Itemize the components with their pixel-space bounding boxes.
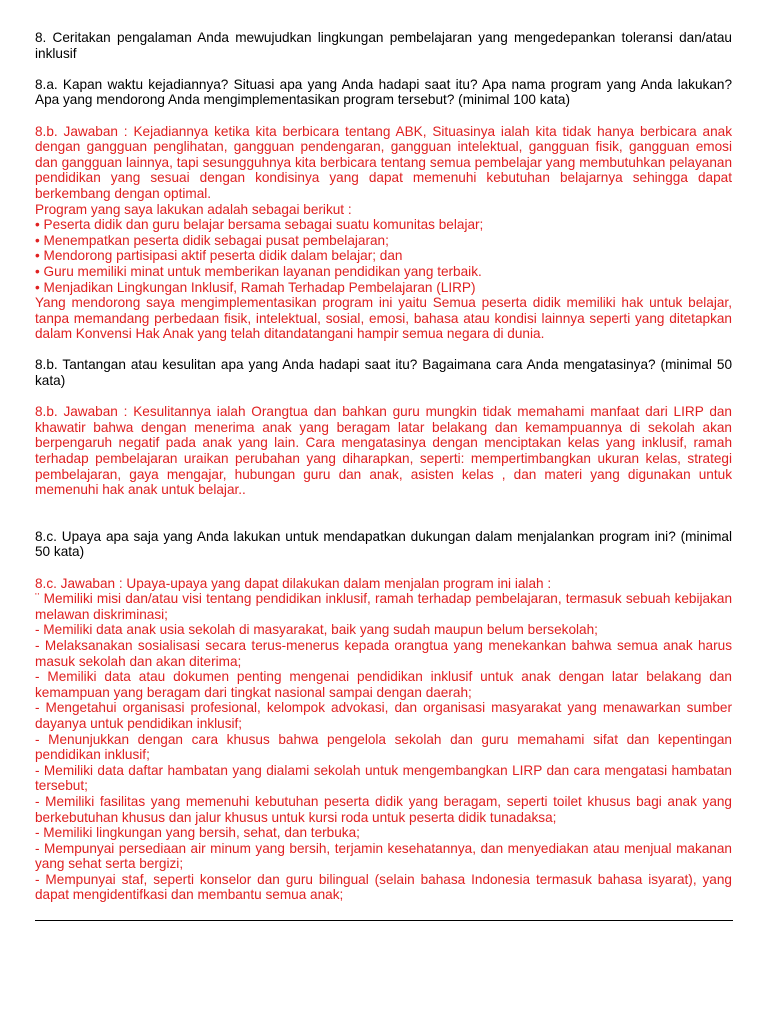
- answer-8b: [35, 404, 732, 498]
- question-8: 8. Ceritakan pengalaman Anda mewujudkan lingkungan pembelajaran yang mengedepankan toleransi dan/atau inklusif: [35, 30, 732, 61]
- list-item: - Mempunyai persediaan air minum yang bersih, terjamin kesehatannya, dan menyediakan atau menjual makanan yang sehat serta bergizi;: [35, 840, 732, 872]
- list-item: • Menjadikan Lingkungan Inklusif, Ramah Terhadap Pembelajaran (LIRP): [35, 279, 476, 295]
- answer-8a: [35, 124, 732, 342]
- answer-8a-motivation: Yang mendorong saya mengimplementasikan program ini yaitu Semua peserta didik memiliki hak untuk belajar, tanpa memandang perbedaan fisik, intelektual, sosial, emosi, bahasa atau kondisi lainnya seperti yang ditetapkan dalam Konvensi Hak Anak yang telah ditandatangani hampir semua negara di dunia.: [35, 295, 732, 342]
- document-page: [35, 30, 732, 903]
- list-item: • Guru memiliki minat untuk memberikan layanan pendidikan yang terbaik.: [35, 263, 482, 279]
- question-8b: 8.b. Tantangan atau kesulitan apa yang Anda hadapi saat itu? Bagaimana cara Anda mengatasinya? (minimal 50 kata): [35, 357, 732, 389]
- list-item: - Memiliki data daftar hambatan yang dialami sekolah untuk mengembangkan LIRP dan cara mengatasi hambatan tersebut;: [35, 762, 732, 794]
- list-item: - Menunjukkan dengan cara khusus bahwa pengelola sekolah dan guru memahami sifat dan kepentingan pendidikan inklusif;: [35, 731, 732, 763]
- answer-8b-text: 8.b. Jawaban : Kesulitannya ialah Orangtua dan bahkan guru mungkin tidak memahami manfaat dari LIRP dan khawatir bahwa dengan menerima anak yang beragam latar belakang dan kemampuannya di sekolah akan berpengaruh negatif pada anak yang lain. Cara mengatasinya dengan menciptakan kelas yang inklusif, ramah terhadap pembelajaran uraikan perubahan yang diharapkan, seperti: mempertimbangkan ukuran kelas, strategi pembelajaran, gaya mengajar, hubungan guru dan anak, asisten kelas , dan materi yang digunakan untuk memenuhi hak anak untuk belajar..: [35, 404, 732, 498]
- question-8c: 8.c. Upaya apa saja yang Anda lakukan untuk mendapatkan dukungan dalam menjalankan program ini? (minimal 50 kata): [35, 528, 732, 560]
- list-item: - Memiliki data atau dokumen penting mengenai pendidikan inklusif untuk anak dengan latar belakang dan kemampuan yang beragam dari tingkat nasional sampai dengan daerah;: [35, 669, 732, 700]
- list-item: • Mendorong partisipasi aktif peserta didik dalam belajar; dan: [35, 248, 403, 264]
- list-item: - Memiliki data anak usia sekolah di masyarakat, baik yang sudah maupun belum bersekolah;: [35, 622, 598, 638]
- answer-8a-intro: 8.b. Jawaban : Kejadiannya ketika kita berbicara tentang ABK, Situasinya ialah kita tidak hanya berbicara anak dengan gangguan penglihatan, gangguan pendengaran, gangguan intelektual, gangguan fisik, gangguan emosi dan gangguan lainnya, tapi sesungguhnya kita berbicara tentang semua pembelajar yang membutuhkan pelayanan pendidikan yang sesuai dengan kondisinya yang dapat memenuhi kebutuhan belajarnya sehingga dapat berkembang dengan optimal.: [35, 123, 732, 201]
- answer-8a-program-lead: Program yang saya lakukan adalah sebagai berikut :: [35, 201, 352, 217]
- list-item: - Mengetahui organisasi profesional, kelompok advokasi, dan organisasi masyarakat yang menawarkan sumber dayanya untuk pendidikan inklusif;: [35, 700, 732, 731]
- list-item: - Melaksanakan sosialisasi secara terus-menerus kepada orangtua yang menekankan bahwa semua anak harus masuk sekolah dan akan diterima;: [35, 637, 732, 669]
- answer-8c-lead: 8.c. Jawaban : Upaya-upaya yang dapat dilakukan dalam menjalan program ini ialah :: [35, 575, 552, 591]
- list-item: - Memiliki lingkungan yang bersih, sehat, dan terbuka;: [35, 825, 360, 841]
- list-item: • Peserta didik dan guru belajar bersama sebagai suatu komunitas belajar;: [35, 217, 484, 233]
- question-8a: 8.a. Kapan waktu kejadiannya? Situasi apa yang Anda hadapi saat itu? Apa nama program yang Anda lakukan? Apa yang mendorong Anda mengimplementasikan program tersebut? (minimal 100 kata): [35, 76, 732, 108]
- list-item: - Memiliki fasilitas yang memenuhi kebutuhan peserta didik yang beragam, seperti toilet khusus bagi anak yang berkebutuhan khusus dan jalur khusus untuk kursi roda untuk peserta didik tunadaksa;: [35, 793, 732, 825]
- answer-8c: [35, 576, 732, 903]
- list-item: ¨ Memiliki misi dan/atau visi tentang pendidikan inklusif, ramah terhadap pembelajaran, termasuk sebuah kebijakan melawan diskriminasi;: [35, 591, 732, 622]
- list-item: - Mempunyai staf, seperti konselor dan guru bilingual (selain bahasa Indonesia termasuk bahasa isyarat), yang dapat mengidentifkasi dan membantu semua anak;: [35, 871, 732, 903]
- list-item: • Menempatkan peserta didik sebagai pusat pembelajaran;: [35, 232, 389, 248]
- footer-divider: [35, 920, 733, 921]
